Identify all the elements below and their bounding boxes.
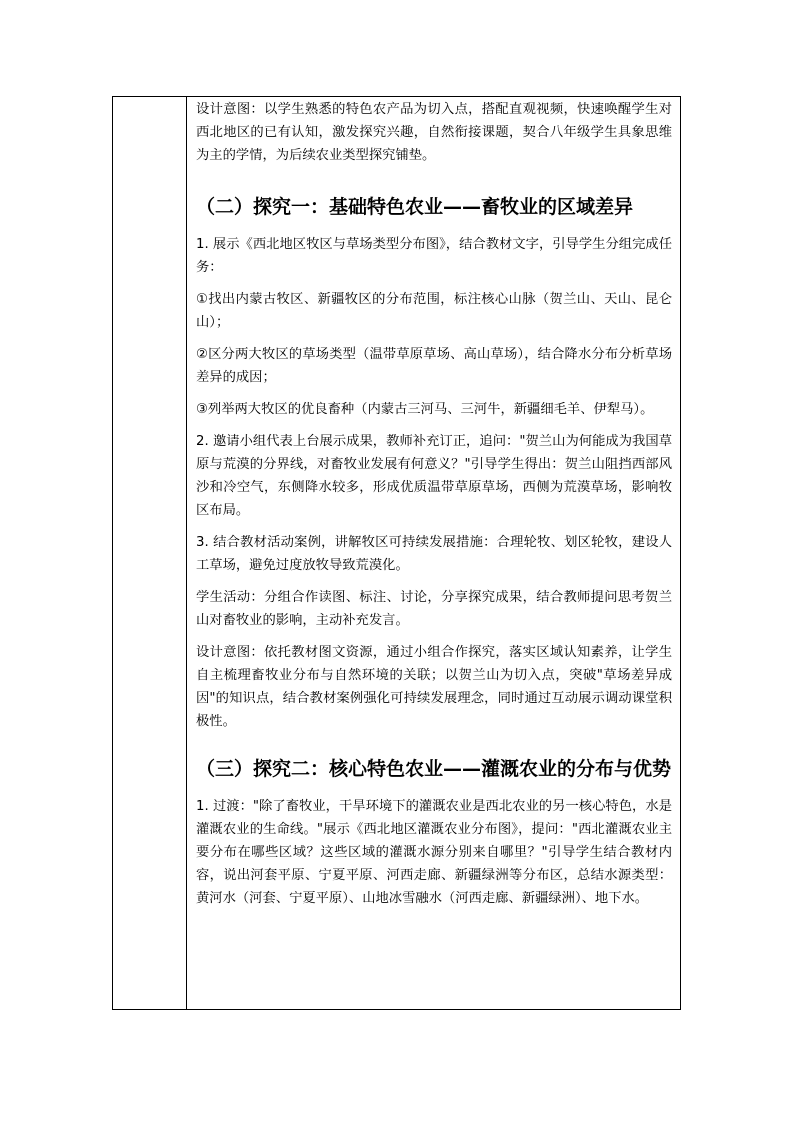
design-intent-paragraph: 设计意图：以学生熟悉的特色农产品为切入点，搭配直观视频，快速唤醒学生对西北地区的已有认知，激发探究兴趣，自然衔接课题，契合八年级学生具象思维为主的学情，为后续农业类型探究铺垫。 bbox=[196, 102, 672, 163]
lesson-content-cell bbox=[196, 96, 672, 910]
section-heading-exploration-1: （二）探究一：基础特色农业——畜牧业的区域差异 bbox=[196, 196, 634, 218]
task-2-paragraph: ②区分两大牧区的草场类型（温带草原草场、高山草场），结合降水分布分析草场差异的成因； bbox=[196, 347, 672, 385]
student-activity-paragraph: 学生活动：分组合作读图、标注、讨论，分享探究成果，结合教师提问思考贺兰山对畜牧业的影响，主动补充发言。 bbox=[196, 590, 672, 628]
section-heading-exploration-2: （三）探究二：核心特色农业——灌溉农业的分布与优势 bbox=[196, 758, 672, 780]
step-2-paragraph: 2. 邀请小组代表上台展示成果，教师补充订正，追问："贺兰山为何能成为我国草原与荒漠的分界线，对畜牧业发展有何意义？"引导学生得出：贺兰山阻挡西部风沙和冷空气，东侧降水较多，形成优质温带草原草场，西侧为荒漠草场，影响牧区布局。 bbox=[196, 434, 672, 518]
step-1-paragraph: 1. 展示《西北地区牧区与草场类型分布图》，结合教材文字，引导学生分组完成任务： bbox=[196, 237, 672, 275]
step-3-paragraph: 3. 结合教材活动案例，讲解牧区可持续发展措施：合理轮牧、划区轮牧，建设人工草场，避免过度放牧导致荒漠化。 bbox=[196, 535, 672, 573]
task-3-paragraph: ③列举两大牧区的优良畜种（内蒙古三河马、三河牛，新疆细毛羊、伊犁马）。 bbox=[196, 402, 654, 417]
table-column-divider bbox=[186, 96, 187, 1010]
design-intent-paragraph-2: 设计意图：依托教材图文资源，通过小组合作探究，落实区域认知素养，让学生自主梳理畜牧业分布与自然环境的关联；以贺兰山为切入点，突破"草场差异成因"的知识点，结合教材案例强化可持续发展理念，同时通过互动展示调动课堂积极性。 bbox=[196, 645, 672, 729]
task-1-paragraph: ①找出内蒙古牧区、新疆牧区的分布范围，标注核心山脉（贺兰山、天山、昆仑山）； bbox=[196, 292, 672, 330]
irrigation-step-1-paragraph: 1. 过渡："除了畜牧业，干旱环境下的灌溉农业是西北农业的另一核心特色，水是灌溉农业的生命线。"展示《西北地区灌溉农业分布图》，提问："西北灌溉农业主要分布在哪些区域？这些区域的灌溉水源分别来自哪里？"引导学生结合教材内容，说出河套平原、宁夏平原、河西走廊、新疆绿洲等分布区，总结水源类型：黄河水（河套、宁夏平原）、山地冰雪融水（河西走廊、新疆绿洲）、地下水。 bbox=[196, 799, 672, 906]
